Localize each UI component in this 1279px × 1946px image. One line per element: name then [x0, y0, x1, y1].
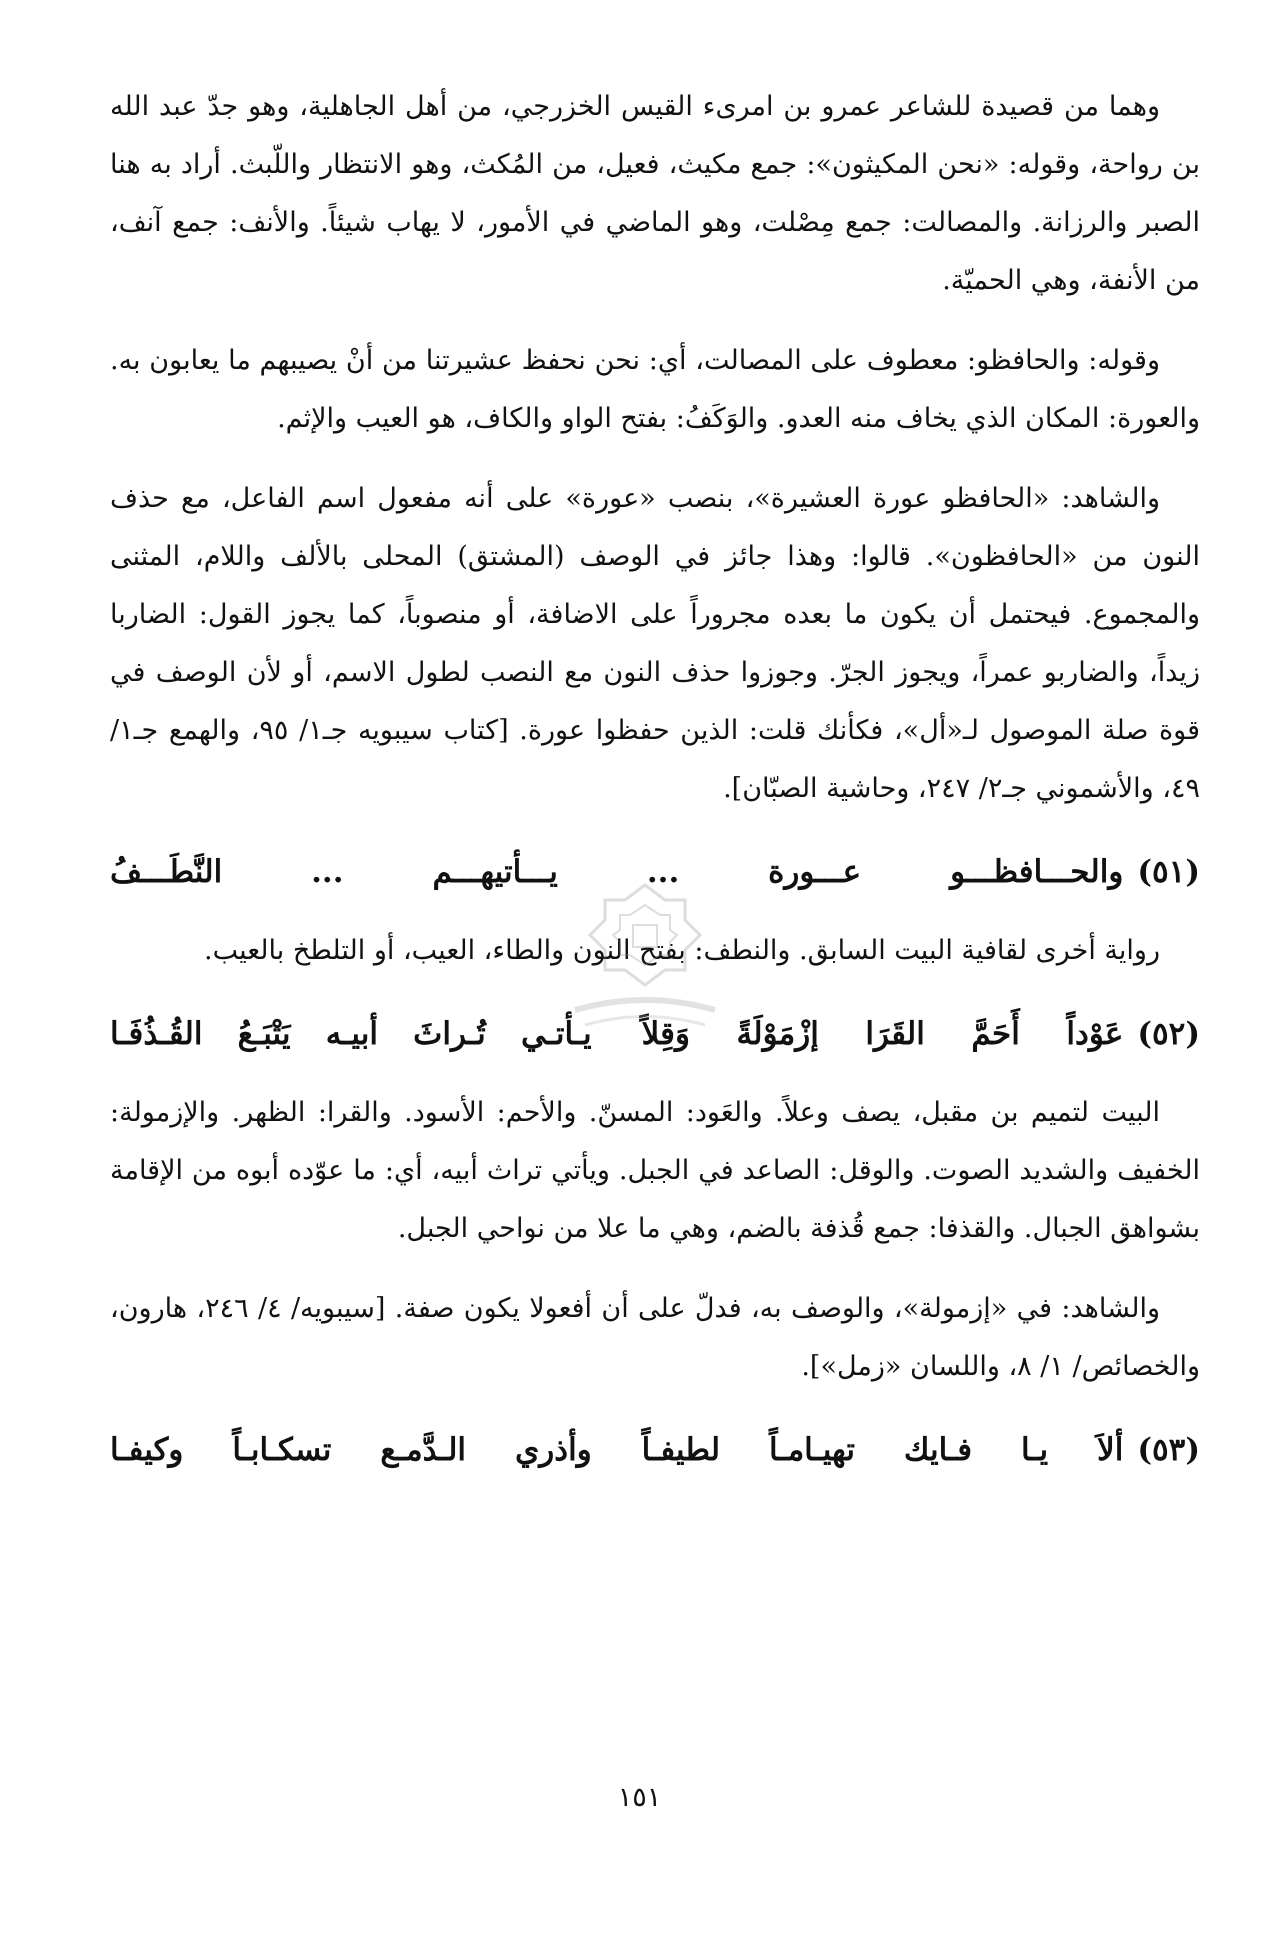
verse-hemistich-1: عَوْداً أَحَمَّ القَرَا إزْمَوْلَةً وَقِلاً: [641, 1016, 1124, 1052]
verse-number: (٥٣): [1137, 1432, 1200, 1468]
paragraph: والشاهد: «الحافظو عورة العشيرة»، بنصب «عورة» على أنه مفعول اسم الفاعل، مع حذف النون من «الحافظون». قالوا: وهذا جائز في الوصف (المشتق) المحلى بالألف واللام، المثنى والمجموع. فيحتمل أن يكون ما بعده مجروراً على الاضافة، أو منصوباً، كما يجوز القول: الضاربا زيداً، والضاربو عمراً، ويجوز الجرّ. وجوزوا حذف النون مع النصب لطول الاسم، أو لأن الوصف في قوة صلة الموصول لـ«أل»، فكأنك قلت: الذين حفظوا عورة. [كتاب سيبويه جـ١/ ٩٥، والهمع جـ١/ ٤٩، والأشموني جـ٢/ ٢٤٧، وحاشية الصبّان].: [110, 483, 1201, 804]
verse-number: (٥٢): [1137, 1016, 1200, 1052]
library-seal-watermark: [555, 880, 735, 1040]
paragraph: رواية أخرى لقافية البيت السابق. والنطف: بفتح النون والطاء، العيب، أو التلطخ بالعيب.: [204, 935, 1160, 966]
verse-number: (٥١): [1137, 854, 1200, 890]
page-number: ١٥١: [617, 1782, 662, 1813]
paragraph: البيت لتميم بن مقبل، يصف وعلاً. والعَود: المسنّ. والأحم: الأسود. والقرا: الظهر. والإزمولة: الخفيف والشديد الصوت. والوقل: الصاعد في الجبل. ويأتي تراث أبيه، أي: ما عوّده أبوه من الإقامة بشواهق الجبال. والقذفا: جمع قُذفة بالضم، وهي ما علا من نواحي الجبل.: [110, 1097, 1200, 1244]
verse-53: [110, 1418, 1200, 1482]
paragraph: والشاهد: في «إزمولة»، والوصف به، فدلّ على أن أفعولا يكون صفة. [سيبويه/ ٤/ ٢٤٦، هارون، والخصائص/ ١/ ٨، واللسان «زمل»].: [110, 1293, 1200, 1382]
verse-hemistich-2: وأذري الـدَّمـع تسكـابـاً وكيفـا: [110, 1432, 592, 1468]
page-body: [110, 78, 1200, 1500]
paragraph: وهما من قصيدة للشاعر عمرو بن امرىء القيس الخزرجي، من أهل الجاهلية، وهو جدّ عبد الله بن رواحة، وقوله: «نحن المكيثون»: جمع مكيث، فعيل، من المُكث، وهو الانتظار واللّبث. أراد به هنا الصبر والرزانة. والمصالت: جمع مِصْلت، وهو الماضي في الأمور، لا يهاب شيئاً. والأنف: جمع آنف، من الأنفة، وهي الحميّة.: [110, 91, 1200, 296]
verse-hemistich-1: ألاَ يـا فـايك تهيـامـاً لطيفـاً: [641, 1432, 1124, 1468]
verse-text: والحـــافظـــو عـــورة ... يـــأتيهـــم ... النَّطَـــفُ: [110, 854, 1124, 890]
paragraph: وقوله: والحافظو: معطوف على المصالت، أي: نحن نحفظ عشيرتنا من أنْ يصيبهم ما يعابون به. والعورة: المكان الذي يخاف منه العدو. والوَكَفُ: بفتح الواو والكاف، هو العيب والإثم.: [110, 345, 1200, 434]
verse-hemistich-2: يـأتـي تُـراثَ أبيـه يَتْبَـعُ القُـذُفَـا: [110, 1016, 592, 1052]
